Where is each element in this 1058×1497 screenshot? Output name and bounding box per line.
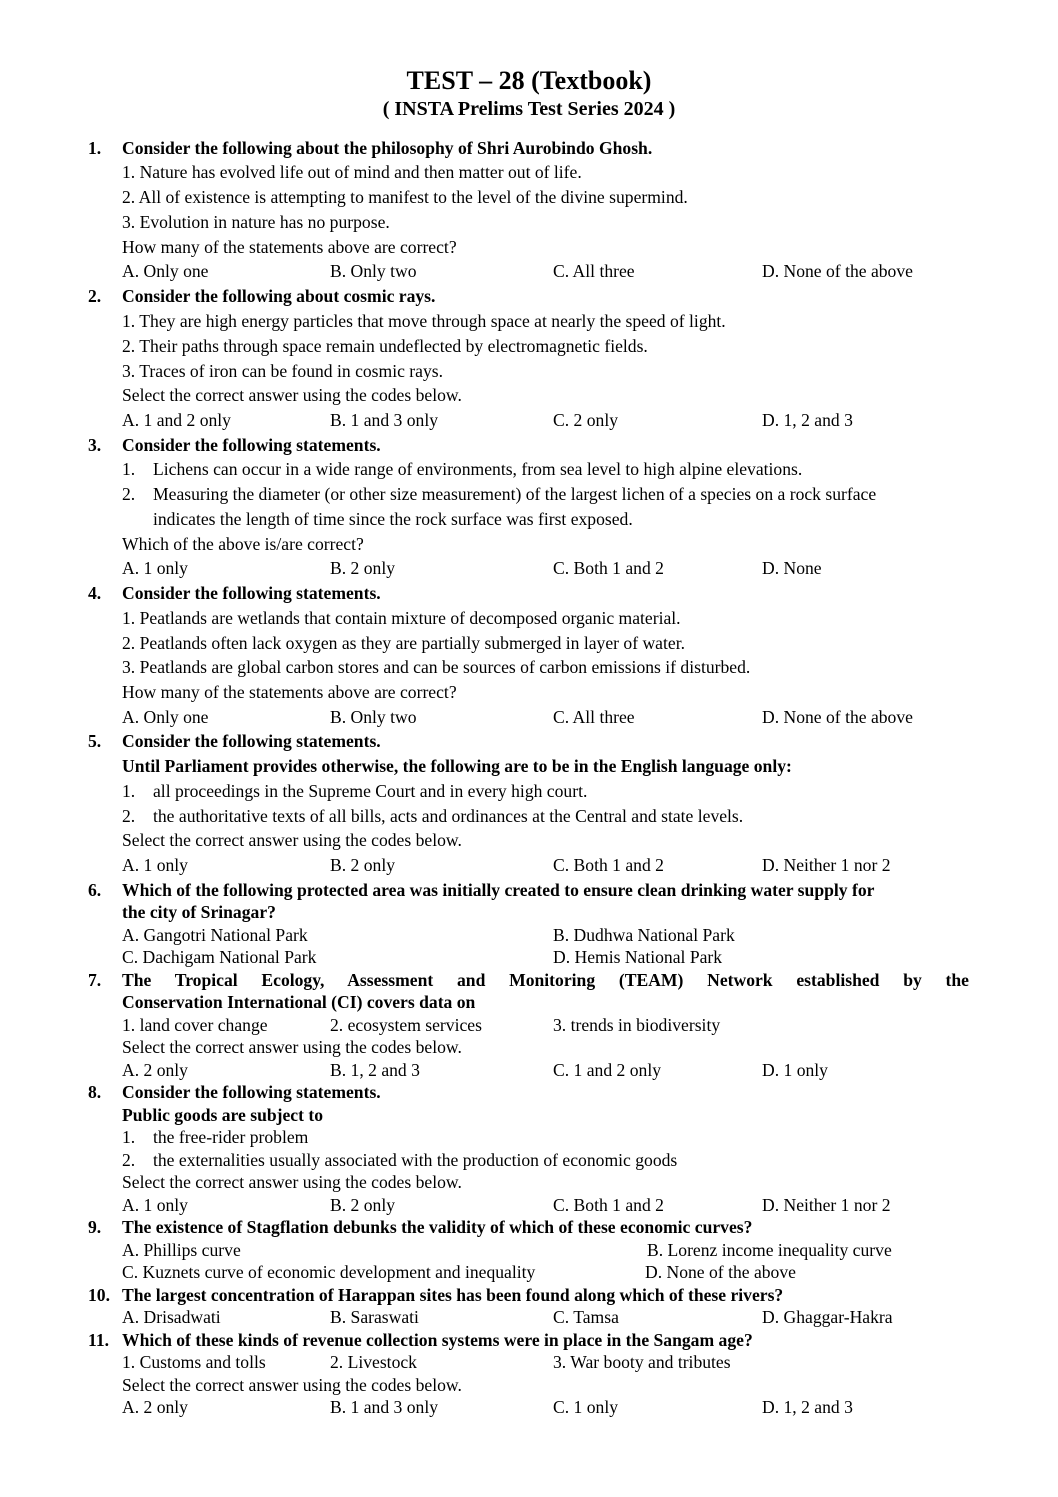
statement: all proceedings in the Supreme Court and in every high court. (153, 781, 588, 801)
option-a: A. 1 only (122, 558, 188, 578)
question-number: 11. (88, 1330, 110, 1350)
option-a: A. 2 only (122, 1397, 188, 1417)
option-c: C. Both 1 and 2 (553, 558, 664, 578)
option-b: B. 2 only (330, 558, 396, 578)
statement: 2. All of existence is attempting to manifest to the level of the divine supermind. (122, 187, 688, 207)
question-prompt: How many of the statements above are correct? (122, 682, 457, 702)
question-number: 7. (88, 970, 102, 990)
option-b: B. 2 only (330, 1195, 396, 1215)
question-stem: Which of these kinds of revenue collection systems were in place in the Sangam age? (122, 1330, 753, 1350)
option-a: A. Gangotri National Park (122, 925, 308, 945)
item: 2. ecosystem services (330, 1015, 482, 1035)
option-a: A. Drisadwati (122, 1307, 221, 1327)
option-d: D. Ghaggar-Hakra (762, 1307, 893, 1327)
option-b: B. 1, 2 and 3 (330, 1060, 420, 1080)
option-b: B. Saraswati (330, 1307, 419, 1327)
option-a: A. 1 only (122, 1195, 188, 1215)
statement: 2. Their paths through space remain undeflected by electromagnetic fields. (122, 336, 648, 356)
question-number: 4. (88, 583, 102, 603)
option-d: D. None of the above (762, 261, 913, 281)
question-prompt: Select the correct answer using the codes below. (122, 1172, 462, 1192)
question-prompt: Which of the above is/are correct? (122, 534, 364, 554)
option-b: B. Lorenz income inequality curve (647, 1240, 892, 1260)
question-prompt: How many of the statements above are correct? (122, 237, 457, 257)
option-a: A. Phillips curve (122, 1240, 241, 1260)
option-d: D. Hemis National Park (553, 947, 723, 967)
question-stem: Consider the following statements. (122, 731, 381, 751)
statement-continued: indicates the length of time since the rock surface was first exposed. (153, 509, 633, 529)
statement-number: 1. (122, 459, 136, 479)
statement: the authoritative texts of all bills, acts and ordinances at the Central and state levels. (153, 806, 744, 826)
statement-number: 2. (122, 484, 136, 504)
item: 1. Customs and tolls (122, 1352, 266, 1372)
page-subtitle: ( INSTA Prelims Test Series 2024 ) (382, 98, 676, 120)
statement: Measuring the diameter (or other size measurement) of the largest lichen of a species on a rock surface (153, 484, 877, 504)
statement: 3. Traces of iron can be found in cosmic rays. (122, 361, 444, 381)
question-stem: Consider the following about cosmic rays. (122, 286, 436, 306)
statement: Lichens can occur in a wide range of environments, from sea level to high alpine elevations. (153, 459, 803, 479)
question-stem: The existence of Stagflation debunks the validity of which of these economic curves? (122, 1217, 753, 1237)
question-number: 10. (88, 1285, 110, 1305)
question-number: 6. (88, 880, 102, 900)
item: 3. War booty and tributes (553, 1352, 731, 1372)
option-d: D. None (762, 558, 822, 578)
question-stem: Consider the following statements. (122, 435, 381, 455)
option-d: D. 1, 2 and 3 (762, 1397, 853, 1417)
question-stem: The Tropical Ecology, Assessment and Monitoring (TEAM) Network established by the (122, 970, 969, 990)
question-stem: The largest concentration of Harappan sites has been found along which of these rivers? (122, 1285, 784, 1305)
option-c: C. 2 only (553, 410, 619, 430)
question-number: 3. (88, 435, 102, 455)
question-stem: Consider the following statements. (122, 1082, 381, 1102)
option-c: C. Tamsa (553, 1307, 619, 1327)
option-d: D. None of the above (645, 1262, 796, 1282)
option-c: C. Both 1 and 2 (553, 1195, 664, 1215)
question-number: 2. (88, 286, 102, 306)
statement: the free-rider problem (153, 1127, 309, 1147)
option-a: A. 2 only (122, 1060, 188, 1080)
option-b: B. Only two (330, 707, 417, 727)
option-d: D. None of the above (762, 707, 913, 727)
option-c: C. Kuznets curve of economic development and inequality (122, 1262, 536, 1282)
statement-number: 1. (122, 781, 136, 801)
statement-number: 1. (122, 1127, 136, 1147)
statement: 3. Peatlands are global carbon stores and can be sources of carbon emissions if disturbed. (122, 657, 751, 677)
statement: 1. They are high energy particles that move through space at nearly the speed of light. (122, 311, 726, 331)
question-stem-continued: Conservation International (CI) covers data on (122, 992, 476, 1012)
question-number: 5. (88, 731, 102, 751)
question-prompt: Select the correct answer using the codes below. (122, 830, 462, 850)
question-prompt: Select the correct answer using the codes below. (122, 385, 462, 405)
question-stem-continued: the city of Srinagar? (122, 902, 276, 922)
option-c: C. 1 only (553, 1397, 619, 1417)
statement-number: 2. (122, 1150, 136, 1170)
question-stem: Which of the following protected area was initially created to ensure clean drinking water supply for (122, 880, 875, 900)
question-substem: Public goods are subject to (122, 1105, 324, 1125)
statement: 1. Peatlands are wetlands that contain mixture of decomposed organic material. (122, 608, 681, 628)
statement: 1. Nature has evolved life out of mind and then matter out of life. (122, 162, 582, 182)
question-number: 8. (88, 1082, 102, 1102)
question-number: 1. (88, 138, 102, 158)
question-prompt: Select the correct answer using the codes below. (122, 1037, 462, 1057)
question-prompt: Select the correct answer using the codes below. (122, 1375, 462, 1395)
option-b: B. Dudhwa National Park (553, 925, 735, 945)
question-stem: Consider the following about the philosophy of Shri Aurobindo Ghosh. (122, 138, 653, 158)
option-c: C. Dachigam National Park (122, 947, 317, 967)
option-d: D. Neither 1 nor 2 (762, 1195, 891, 1215)
option-b: B. 2 only (330, 855, 396, 875)
item: 2. Livestock (330, 1352, 417, 1372)
statement-number: 2. (122, 806, 136, 826)
question-stem: Consider the following statements. (122, 583, 381, 603)
option-b: B. Only two (330, 261, 417, 281)
page-title: TEST – 28 (Textbook) (406, 66, 652, 95)
option-c: C. 1 and 2 only (553, 1060, 662, 1080)
option-a: A. 1 only (122, 855, 188, 875)
item: 1. land cover change (122, 1015, 268, 1035)
option-b: B. 1 and 3 only (330, 410, 439, 430)
option-c: C. All three (553, 707, 635, 727)
statement: 3. Evolution in nature has no purpose. (122, 212, 390, 232)
option-a: A. Only one (122, 261, 209, 281)
item: 3. trends in biodiversity (553, 1015, 721, 1035)
question-number: 9. (88, 1217, 102, 1237)
option-a: A. Only one (122, 707, 209, 727)
option-d: D. 1 only (762, 1060, 828, 1080)
option-d: D. Neither 1 nor 2 (762, 855, 891, 875)
option-a: A. 1 and 2 only (122, 410, 231, 430)
question-substem: Until Parliament provides otherwise, the following are to be in the English language only: (122, 756, 792, 776)
option-d: D. 1, 2 and 3 (762, 410, 853, 430)
option-b: B. 1 and 3 only (330, 1397, 439, 1417)
statement: the externalities usually associated with the production of economic goods (153, 1150, 678, 1170)
option-c: C. All three (553, 261, 635, 281)
option-c: C. Both 1 and 2 (553, 855, 664, 875)
statement: 2. Peatlands often lack oxygen as they are partially submerged in layer of water. (122, 633, 685, 653)
